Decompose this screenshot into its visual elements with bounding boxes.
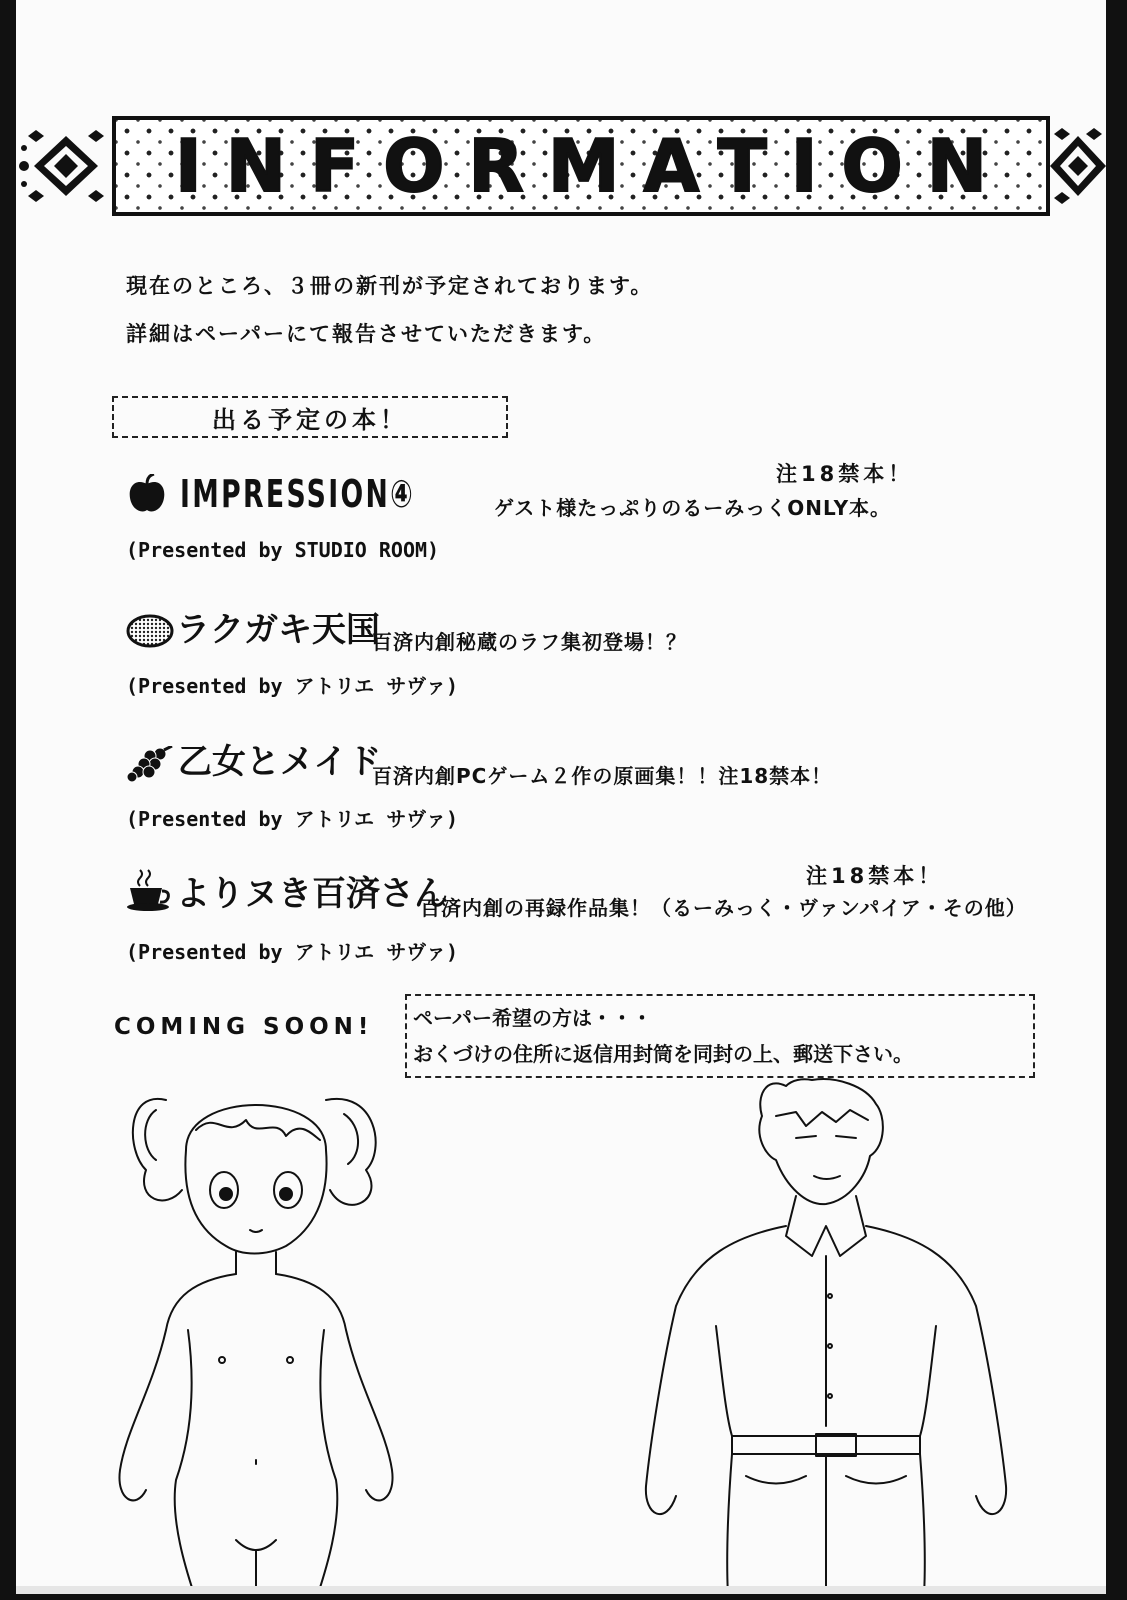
book-title-impression: IMPRESSION④: [180, 472, 416, 516]
book-desc-yorinuki: 百済内創の再録作品集！（るーみっく・ヴァンパイア・その他）: [420, 896, 1027, 920]
presenter-otome: (Presented by アトリエ サヴァ): [126, 807, 459, 831]
coming-soon-label: COMING SOON!: [114, 1014, 374, 1040]
girl-illustration: [86, 1060, 446, 1594]
book-desc-impression: ゲスト様たっぷりのるーみっくONLY本。: [494, 496, 892, 520]
notice-line-1: ペーパー希望の方は・・・: [413, 1006, 652, 1030]
man-illustration: [636, 1076, 1016, 1594]
book-desc-rakugaki: 百済内創秘蔵のラフ集初登場！？: [372, 630, 687, 654]
presenter-rakugaki: (Presented by アトリエ サヴァ): [126, 674, 459, 698]
grapes-icon: [124, 746, 174, 782]
book-title-rakugaki: ラクガキ天国: [176, 610, 380, 650]
bottom-edge: [16, 1586, 1106, 1594]
book-title-otome: 乙女とメイド: [178, 742, 382, 782]
intro-line-2: 詳細はペーパーにて報告させていただきます。: [126, 322, 607, 346]
page-title: INFORMATION: [174, 124, 1012, 208]
page: [16, 0, 1106, 1594]
presenter-impression: (Presented by STUDIO ROOM): [126, 538, 440, 562]
dotted-oval-icon: [126, 614, 174, 648]
presenter-yorinuki: (Presented by アトリエ サヴァ): [126, 940, 459, 964]
notice-line-2: おくづけの住所に返信用封筒を同封の上、郵送下さい。: [413, 1042, 913, 1066]
book-title-yorinuki: よりヌき百済さん: [176, 874, 448, 914]
book-note-impression: 注18禁本！: [776, 462, 914, 486]
book-note-yorinuki: 注18禁本！: [806, 864, 944, 888]
paper-request-notice: [405, 994, 1035, 1078]
intro-line-1: 現在のところ、３冊の新刊が予定されております。: [126, 274, 654, 298]
information-banner: [112, 116, 1050, 216]
book-desc-otome: 百済内創PCゲーム２作の原画集！！注18禁本！: [372, 764, 833, 788]
diamond-ornament-left: [16, 126, 112, 206]
diamond-ornament-right: [1050, 126, 1106, 206]
schedule-heading: [112, 396, 508, 438]
coffee-cup-icon: [126, 868, 172, 912]
apple-icon: [128, 474, 166, 514]
schedule-heading-label: 出る予定の本！: [212, 405, 408, 434]
